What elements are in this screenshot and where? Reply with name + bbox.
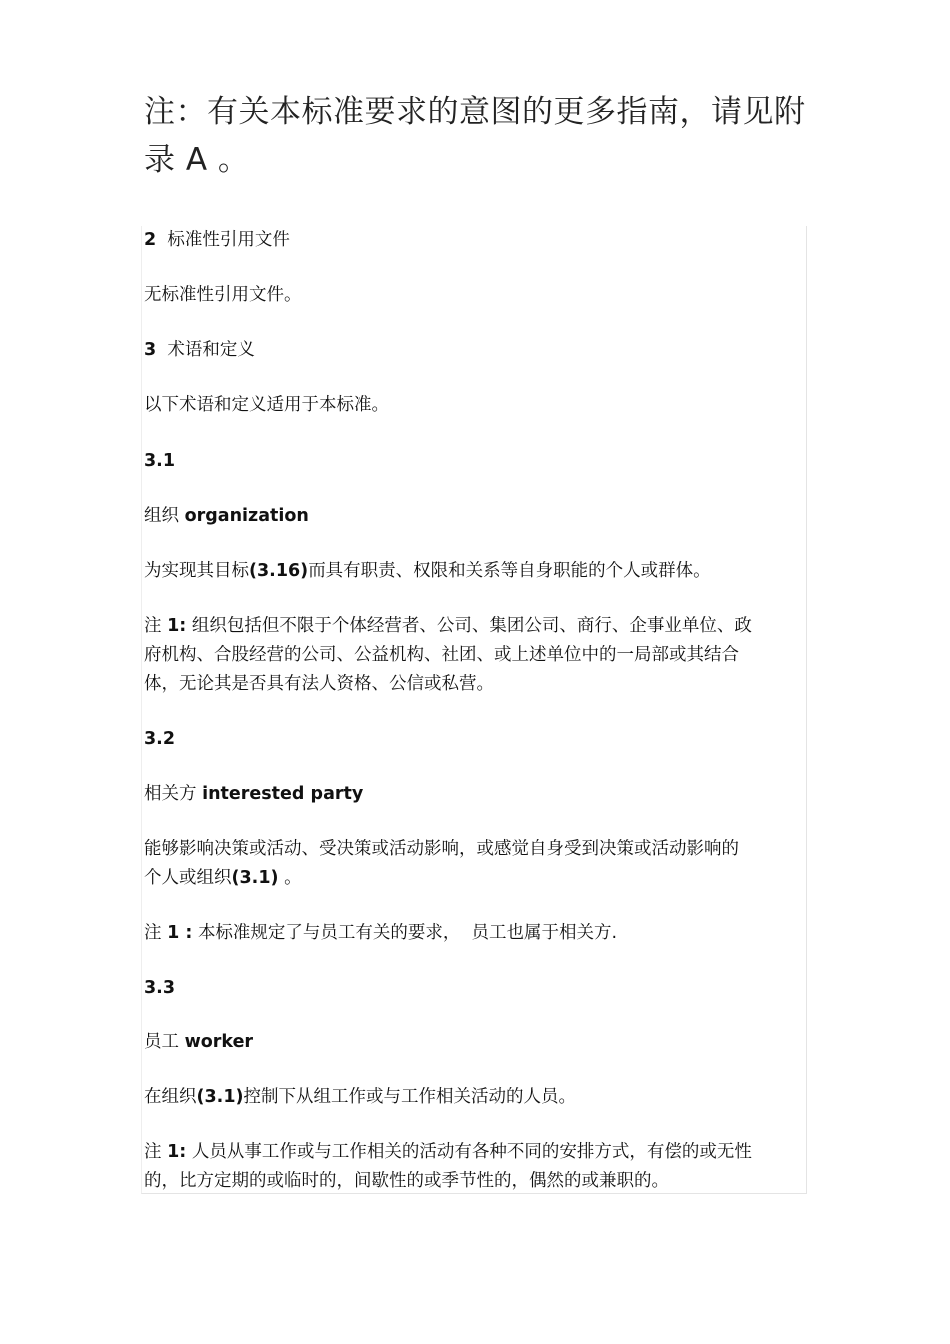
section-title: 术语和定义 xyxy=(167,340,255,360)
note-number: 1: xyxy=(167,616,187,636)
note-text: 组织包括但不限于个体经营者、公司、集团公司、商行、企事业单位、政 xyxy=(191,616,752,636)
definition-text: 。 xyxy=(278,868,302,888)
definition-ref: (3.1) xyxy=(231,868,279,888)
term-3-1-note-line: 府机构、合股经营的公司、公益机构、社团、或上述单位中的一局部或其结合 xyxy=(144,645,739,665)
term-3-2-definition-line: 能够影响决策或活动、受决策或活动影响，或感觉自身受到决策或活动影响的 xyxy=(144,839,739,859)
note-label: 注 xyxy=(144,616,162,636)
note-number: 1: xyxy=(167,1142,187,1162)
term-en: worker xyxy=(184,1032,254,1052)
term-3-2-definition-line xyxy=(144,864,808,893)
note-label: 注 xyxy=(144,923,162,943)
definition-text: 而具有职责、权限和关系等自身职能的个人或群体。 xyxy=(308,561,711,581)
term-3-3-note-line xyxy=(144,1138,808,1167)
term-en: interested party xyxy=(202,784,364,804)
term-en: organization xyxy=(184,506,309,526)
term-3-2-note-line xyxy=(144,919,808,948)
term-3-3-name xyxy=(144,1028,808,1057)
definition-text: 个人或组织 xyxy=(144,868,232,888)
note-label: 注 xyxy=(144,1142,162,1162)
definition-text: 控制下从组工作或与工作相关活动的人员。 xyxy=(243,1087,576,1107)
definition-ref: (3.16) xyxy=(249,561,309,581)
section-3-heading xyxy=(144,336,808,365)
term-cn: 员工 xyxy=(144,1032,179,1052)
section-title: 标准性引用文件 xyxy=(167,230,290,250)
definition-ref: (3.1) xyxy=(196,1087,244,1107)
term-3-1-definition xyxy=(144,557,808,586)
note-text: 人员从事工作或与工作相关的活动有各种不同的安排方式，有偿的或无性 xyxy=(191,1142,752,1162)
note-text: 本标准规定了与员工有关的要求， 员工也属于相关方. xyxy=(197,923,618,943)
term-3-3-note-line: 的，比方定期的或临时的，间歇性的或季节性的，偶然的或兼职的。 xyxy=(144,1171,669,1191)
term-3-2-number: 3.2 xyxy=(144,729,176,749)
definition-text: 在组织 xyxy=(144,1087,197,1107)
term-3-1-note-line xyxy=(144,612,808,641)
term-cn: 组织 xyxy=(144,506,179,526)
section-2-heading xyxy=(144,226,808,255)
term-3-1-number: 3.1 xyxy=(144,451,176,471)
term-3-3-number: 3.3 xyxy=(144,978,176,998)
term-3-2-name xyxy=(144,780,808,809)
term-3-1-name xyxy=(144,502,808,531)
definition-text: 为实现其目标 xyxy=(144,561,249,581)
term-3-1-note-line: 体，无论其是否具有法人资格、公信或私营。 xyxy=(144,674,494,694)
section-3-body: 以下术语和定义适用于本标准。 xyxy=(144,395,389,415)
note-number: 1 : xyxy=(167,923,193,943)
section-2-body: 无标准性引用文件。 xyxy=(144,285,302,305)
page-title: 注：有关本标准要求的意图的更多指南，请见附录 A 。 xyxy=(144,94,806,178)
term-3-3-definition xyxy=(144,1083,808,1112)
section-number: 2 xyxy=(144,230,157,250)
section-number: 3 xyxy=(144,340,157,360)
term-cn: 相关方 xyxy=(144,784,197,804)
